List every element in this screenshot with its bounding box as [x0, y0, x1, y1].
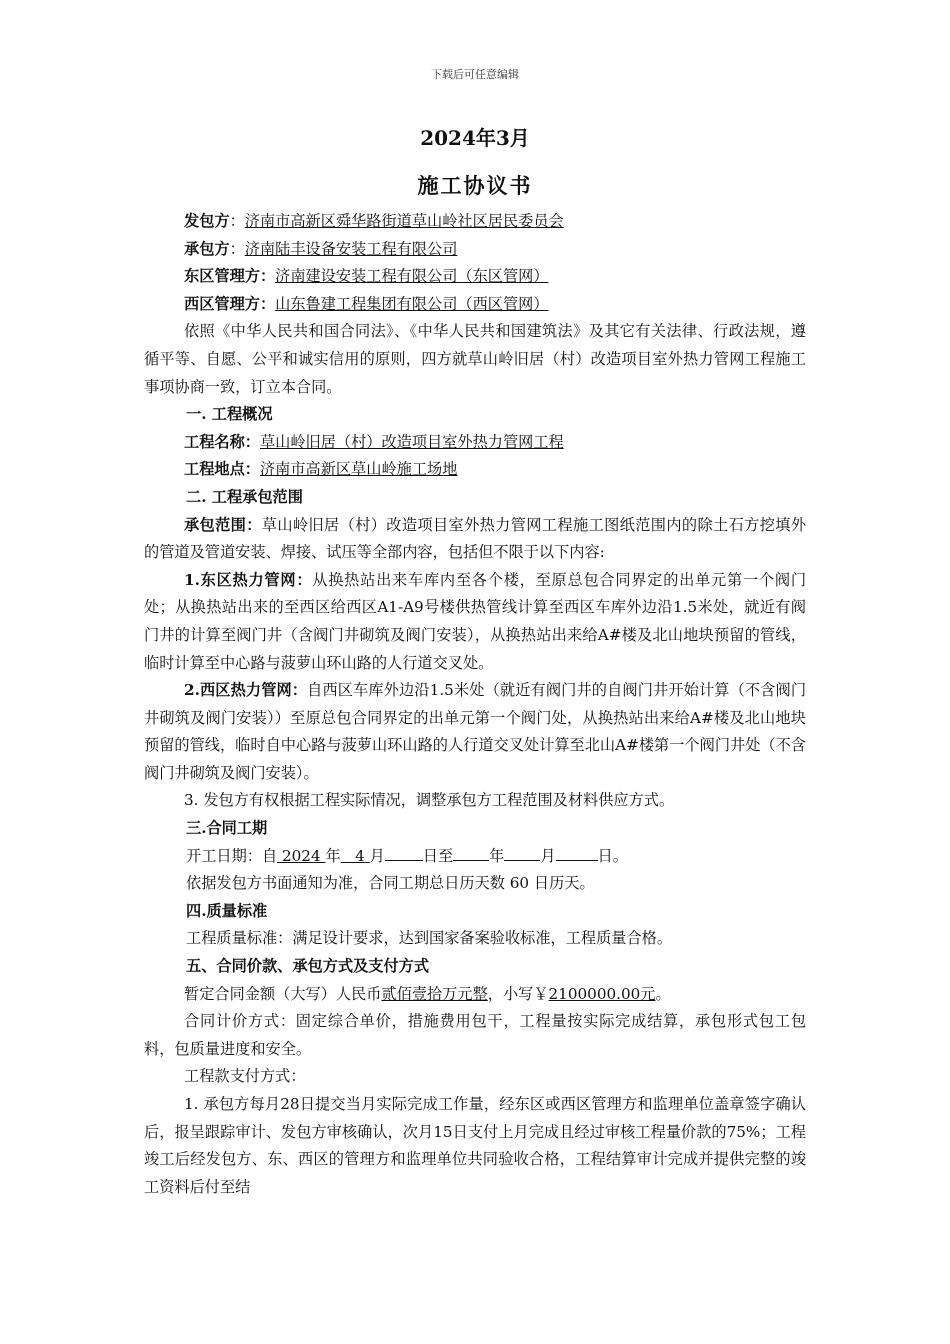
document-body	[144, 208, 806, 1201]
amount-lower: 2100000.00元	[548, 984, 656, 1003]
project-name-line: 工程名称：草山岭旧居（村）改造项目室外热力管网工程	[184, 432, 564, 451]
document-date: 2024年3月	[420, 126, 530, 150]
project-location-line: 工程地点：济南市高新区草山岭施工场地	[184, 460, 458, 479]
contract-amount-line: 暂定合同金额（大写）人民币贰佰壹拾万元整，小写￥2100000.00元。	[184, 984, 671, 1003]
scope-item-east: 1.东区热力管网：从换热站出来车库内至各个楼，至原总包合同界定的出单元第一个阀门处；从换热站出来的至西区给西区A1-A9号楼供热管线计算至西区车库外边沿1.5米处，就近有阀门井的计算至阀门井（含阀门井砌筑及阀门安装），从换热站出来给A#楼及北山地块预留的管线，临时计算至中心路与菠萝山环山路的人行道交叉处。	[144, 570, 807, 672]
blank-end-year	[453, 844, 489, 861]
start-year: 2024	[281, 846, 321, 865]
party-value: 济南市高新区舜华路街道草山岭社区居民委员会	[244, 212, 564, 230]
scope-item-adjust: 3. 发包方有权根据工程实际情况，调整承包方工程范围及材料供应方式。	[184, 791, 675, 810]
section-2-heading: 二. 工程承包范围	[186, 487, 303, 506]
start-date-line: 开工日期：自 2024 年 4 月 日至 年 月 日。	[144, 843, 806, 871]
intro-paragraph: 依照《中华人民共和国合同法》、《中华人民共和国建筑法》及其它有关法律、行政法规，遵循平等、自愿、公平和诚实信用的原则，四方就草山岭旧居（村）改造项目室外热力管网工程施工事项协商一致，订立本合同。	[144, 322, 806, 396]
party-value: 山东鲁建工程集团有限公司（西区管网）	[275, 294, 549, 313]
section-4-heading: 四.质量标准	[186, 901, 268, 920]
blank-start-day	[385, 844, 423, 861]
blank-end-day	[556, 844, 598, 861]
start-month: 4	[355, 846, 365, 865]
party-value: 济南建设安装工程有限公司（东区管网）	[275, 267, 549, 286]
section-3-heading: 三.合同工期	[186, 819, 268, 838]
party-line-east-manager: 东区管理方：济南建设安装工程有限公司（东区管网）	[184, 267, 549, 286]
document-title: 施工协议书	[417, 173, 533, 198]
party-value: 济南陆丰设备安装工程有限公司	[244, 239, 458, 258]
header-note: 下载后可任意编辑	[431, 68, 519, 81]
scope-item-west: 2.西区热力管网：自西区车库外边沿1.5米处（就近有阀门井的自阀门井开始计算（不含阀门井砌筑及阀门安装））至原总包合同界定的出单元第一个阀门处，从换热站出来给A#楼及北山地块预留的管线，临时自中心路与菠萝山环山路的人行道交叉处计算至北山A#楼第一个阀门井处（不含阀门井砌筑及阀门安装）。	[144, 681, 807, 782]
quality-line: 工程质量标准：满足设计要求，达到国家备案验收标准，工程质量合格。	[186, 929, 672, 948]
payment-item-1: 1. 承包方每月28日提交当月实际完成工作量，经东区或西区管理方和监理单位盖章签字确认后，报呈跟踪审计、发包方审核确认，次月15日支付上月完成且经过审核工程量价款的75%；工程竣工后经发包方、东、西区的管理方和监理单位共同验收合格，工程结算审计完成并提供完整的竣工资料后付至结	[144, 1095, 806, 1196]
pricing-paragraph: 合同计价方式：固定综合单价，措施费用包干，工程量按实际完成结算，承包形式包工包料，包质量进度和安全。	[144, 1012, 806, 1058]
party-label: 发包方	[184, 212, 230, 230]
party-line-contractor: 承包方：济南陆丰设备安装工程有限公司	[184, 239, 458, 258]
project-location: 济南市高新区草山岭施工场地	[259, 460, 458, 479]
party-label: 西区管理方	[184, 294, 260, 313]
party-label: 承包方	[184, 239, 230, 258]
party-line-employer: 发包方：济南市高新区舜华路街道草山岭社区居民委员会	[184, 212, 564, 230]
amount-upper: 贰佰壹拾万元整	[381, 984, 488, 1003]
scope-paragraph: 承包范围：草山岭旧居（村）改造项目室外热力管网工程施工图纸范围内的除土石方挖填外的管道及管道安装、焊接、试压等全部内容，包括但不限于以下内容:	[144, 515, 807, 562]
party-label: 东区管理方	[184, 267, 260, 286]
project-name: 草山岭旧居（村）改造项目室外热力管网工程	[259, 432, 564, 451]
payment-label: 工程款支付方式：	[184, 1067, 306, 1086]
section-5-heading: 五、合同价款、承包方式及支付方式	[186, 957, 429, 976]
blank-end-month	[504, 844, 540, 861]
party-line-west-manager: 西区管理方：山东鲁建工程集团有限公司（西区管网）	[184, 294, 549, 313]
section-1-heading: 一. 工程概况	[186, 405, 273, 424]
period-line: 依据发包方书面通知为准，合同工期总日历天数 60 日历天。	[186, 874, 595, 893]
